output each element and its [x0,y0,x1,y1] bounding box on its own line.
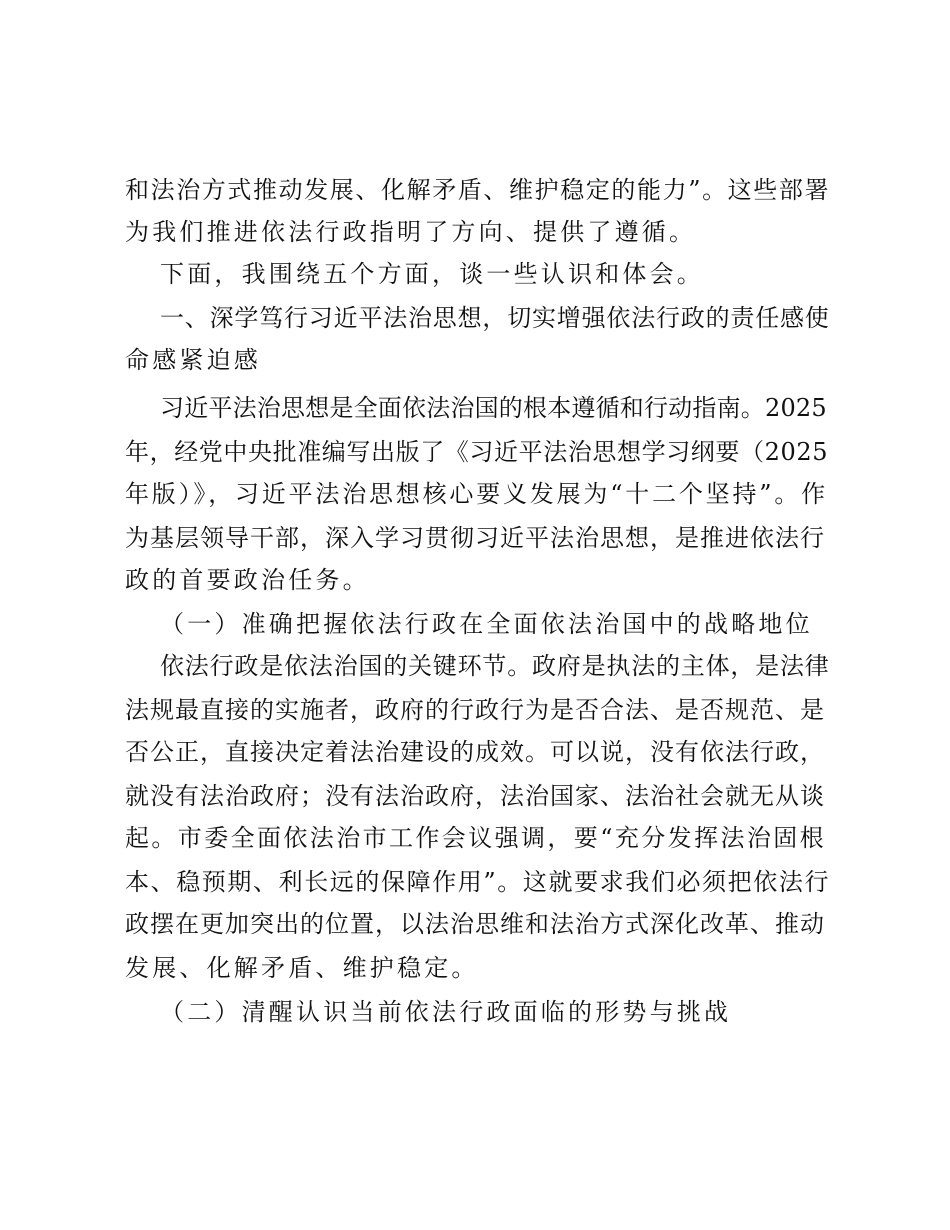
text-line: 本、稳预期、利长远的保障作用”。这就要求我们必须把依法行 [125,868,831,896]
text-line: 政摆在更加突出的位置，以法治思维和法治方式深化改革、推动 [125,910,825,938]
subsection-heading: （二）清醒认识当前依法行政面临的形势与挑战 [160,998,732,1026]
subsection-heading: （一）准确把握依法行政在全面依法治国中的战略地位 [160,610,813,638]
text-line: 政的首要政治任务。 [125,566,370,594]
text-line: 为我们推进依法行政指明了方向、提供了遵循。 [125,218,697,246]
text-line: 习近平法治思想是全面依法治国的根本遵循和行动指南。2025 [160,394,827,422]
text-line: 起。市委全面依法治市工作会议强调，要“充分发挥法治固根 [125,824,827,852]
section-heading: 一、深学笃行习近平法治思想，切实增强依法行政的责任感使 [160,304,830,332]
section-heading-continued: 命感紧迫感 [125,346,261,374]
text-line: 年，经党中央批准编写出版了《习近平法治思想学习纲要（2025 [125,438,829,466]
text-line: 就没有法治政府；没有法治政府，法治国家、法治社会就无从谈 [125,782,825,810]
text-line: 法规最直接的实施者，政府的行政行为是否合法、是否规范、是 [125,696,825,724]
text-line: 发展、化解矛盾、维护稳定。 [125,954,479,982]
text-line: 为基层领导干部，深入学习贯彻习近平法治思想，是推进依法行 [125,524,825,552]
text-line: 依法行政是依法治国的关键环节。政府是执法的主体，是法律 [160,652,830,680]
text-line: 和法治方式推动发展、化解矛盾、维护稳定的能力”。这些部署 [125,176,831,204]
text-line: 年版）》，习近平法治思想核心要义发展为“十二个坚持”。作 [125,480,828,508]
text-line: 否公正，直接决定着法治建设的成效。可以说，没有依法行政， [125,738,825,766]
text-line: 下面，我围绕五个方面，谈一些认识和体会。 [160,260,704,288]
